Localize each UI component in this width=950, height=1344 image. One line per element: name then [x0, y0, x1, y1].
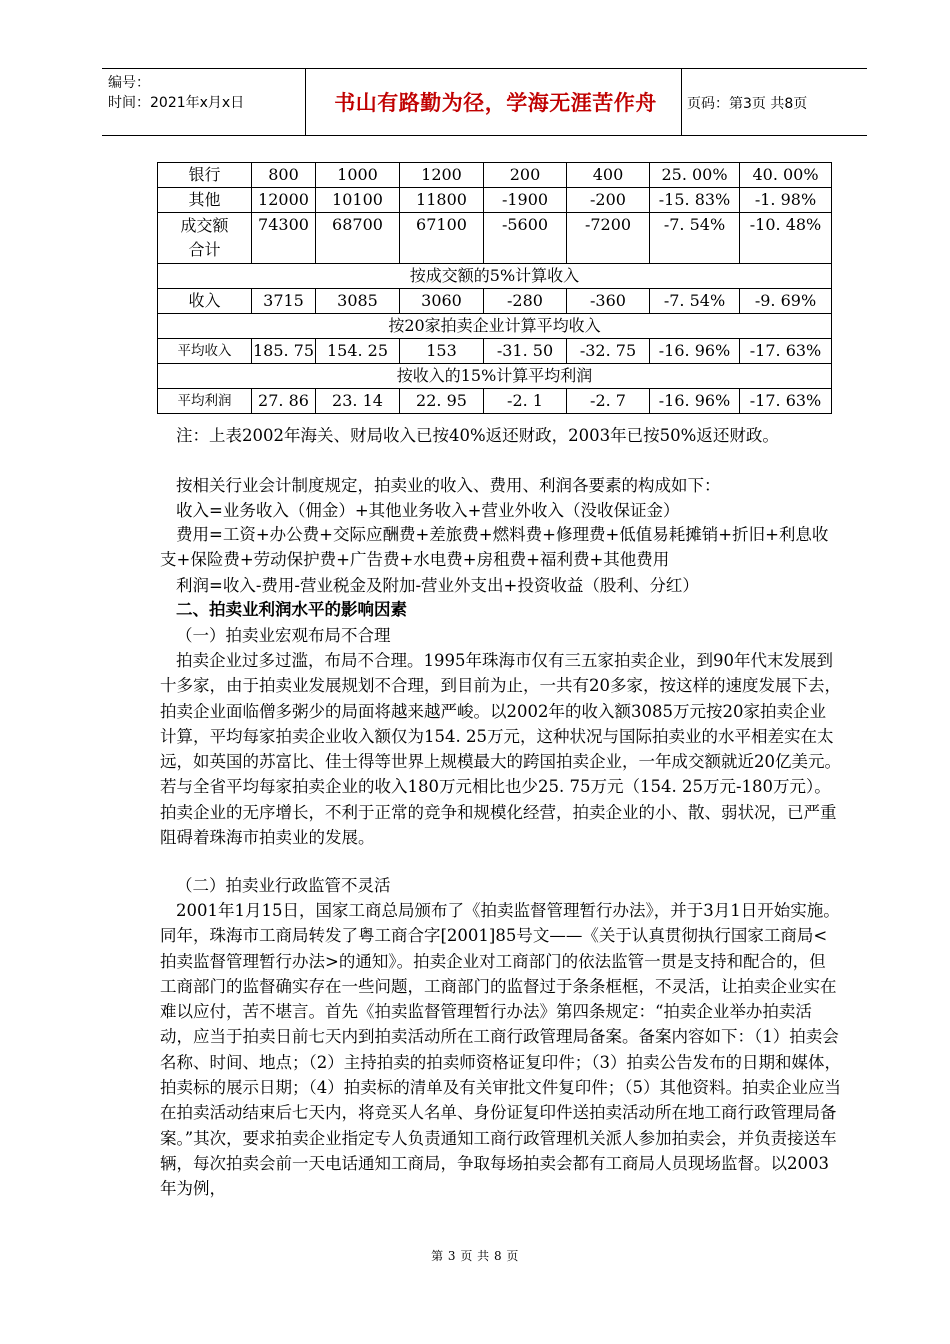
- number-label: 编号：: [108, 75, 150, 91]
- table-cell: 25. 00%: [650, 163, 740, 188]
- table-cell: 185. 75: [252, 339, 316, 364]
- paragraph: 2001年1月15日，国家工商总局颁布了《拍卖监督管理暂行办法》，并于3月1日开始实施。同年，珠海市工商局转发了粤工商合字[2001]85号文——《关于认真贯彻执行国家工商局<拍卖监督管理暂行办法>的通知》。拍卖企业对工商部门的依法监管一贯是支持和配合的，但工商部门的监督确实存在一些问题，工商部门的监督过于条条框框，不灵活，让拍卖企业实在难以应付，苦不堪言。首先《拍卖监督管理暂行办法》第四条规定：“拍卖企业举办拍卖活动，应当于拍卖日前七天内到拍卖活动所在工商行政管理局备案。备案内容如下：（1）拍卖会名称、时间、地点；（2）主持拍卖的拍卖师资格证复印件；（3）拍卖公告发布的日期和媒体，拍卖标的展示日期；（4）拍卖标的清单及有关审批文件复印件；（5）其他资料。拍卖企业应当在拍卖活动结束后七天内，将竞买人名单、身份证复印件送拍卖活动所在地工商行政管理局备案。”其次，要求拍卖企业指定专人负责通知工商行政管理机关派人参加拍卖会，并负责接送车辆，每次拍卖会前一天电话通知工商局，争取每场拍卖会都有工商局人员现场监督。以2003年为例，: [160, 901, 841, 1199]
- table-cell: 3060: [400, 289, 484, 314]
- row-label: 平均利润: [158, 389, 252, 414]
- row-label-line: 合计: [188, 240, 221, 259]
- table-cell: -16. 96%: [650, 389, 740, 414]
- page-footer: 第 3 页 共 8 页: [431, 1249, 519, 1263]
- table-cell: -31. 50: [484, 339, 567, 364]
- section-label: 按20家拍卖企业计算平均收入: [158, 314, 832, 339]
- table-section-row: [158, 264, 832, 289]
- profit-formula: 利润=收入-费用-营业税金及附加-营业外支出+投资收益（股利、分红）: [176, 576, 699, 595]
- table-cell: 400: [567, 163, 650, 188]
- header-page-label: 页码：第3页 共8页: [687, 96, 808, 112]
- table-cell: 40. 00%: [740, 163, 832, 188]
- table-cell: 67100: [400, 213, 484, 264]
- table-row: [158, 163, 832, 188]
- paragraph: 拍卖企业过多过滥，布局不合理。1995年珠海市仅有三五家拍卖企业，到90年代末发展到十多家，由于拍卖业发展规划不合理，到目前为止，一共有20多家，按这样的速度发展下去，拍卖企业面临僧多粥少的局面将越来越严峻。以2002年的收入额3085万元按20家拍卖企业计算，平均每家拍卖企业收入额仅为154. 25万元，这种状况与国际拍卖业的水平相差实在太远，如英国的苏富比、佳士得等世界上规模最大的跨国拍卖企业，一年成交额就近20亿美元。若与全省平均每家拍卖企业的收入180万元相比也少25. 75万元（154. 25万元-180万元）。拍卖企业的无序增长，不利于正常的竞争和规模化经营，拍卖企业的小、散、弱状况，已严重阻碍着珠海市拍卖业的发展。: [160, 651, 841, 848]
- row-label: 银行: [158, 163, 252, 188]
- header-meta: [108, 73, 244, 113]
- table-cell: -1. 98%: [740, 188, 832, 213]
- table-cell: -15. 83%: [650, 188, 740, 213]
- table-cell: -17. 63%: [740, 339, 832, 364]
- table-section-row: [158, 364, 832, 389]
- table-cell: 3085: [316, 289, 400, 314]
- table-cell: -16. 96%: [650, 339, 740, 364]
- row-label-line: 成交额: [180, 216, 229, 235]
- table-cell: -7. 54%: [650, 213, 740, 264]
- time-label: 时间：2021年x月x日: [108, 95, 245, 111]
- table-cell: -9. 69%: [740, 289, 832, 314]
- table-cell: -360: [567, 289, 650, 314]
- table-cell: -2. 7: [567, 389, 650, 414]
- table-cell: 1200: [400, 163, 484, 188]
- table-cell: -5600: [484, 213, 567, 264]
- table-row: [158, 213, 832, 264]
- table-cell: 68700: [316, 213, 400, 264]
- table-cell: -7. 54%: [650, 289, 740, 314]
- row-label: 平均收入: [158, 339, 252, 364]
- table-cell: -7200: [567, 213, 650, 264]
- table-cell: 27. 86: [252, 389, 316, 414]
- table-cell: -1900: [484, 188, 567, 213]
- table-row: [158, 389, 832, 414]
- table-cell: 11800: [400, 188, 484, 213]
- section-label: 按收入的15%计算平均利润: [158, 364, 832, 389]
- table-cell: 74300: [252, 213, 316, 264]
- table-cell: 1000: [316, 163, 400, 188]
- table-row: [158, 339, 832, 364]
- table-cell: 154. 25: [316, 339, 400, 364]
- table-row: [158, 289, 832, 314]
- section-label: 按成交额的5%计算收入: [158, 264, 832, 289]
- row-label: 其他: [158, 188, 252, 213]
- table-cell: 12000: [252, 188, 316, 213]
- expense-formula: 费用=工资+办公费+交际应酬费+差旅费+燃料费+修理费+低值易耗摊销+折旧+利息收支+保险费+劳动保护费+广告费+水电费+房租费+福利费+其他费用: [160, 525, 829, 570]
- composition-intro: 按相关行业会计制度规定，拍卖业的收入、费用、利润各要素的构成如下：: [176, 476, 721, 495]
- table-row: [158, 188, 832, 213]
- table-cell: 3715: [252, 289, 316, 314]
- header-divider: [305, 69, 306, 135]
- table-cell: 10100: [316, 188, 400, 213]
- table-section-row: [158, 314, 832, 339]
- header-motto: 书山有路勤为径，学海无涯苦作舟: [334, 91, 657, 115]
- table-cell: -10. 48%: [740, 213, 832, 264]
- table-cell: 153: [400, 339, 484, 364]
- table-cell: -32. 75: [567, 339, 650, 364]
- table-cell: 200: [484, 163, 567, 188]
- page-header: [102, 68, 867, 136]
- table-cell: 22. 95: [400, 389, 484, 414]
- row-label: 收入: [158, 289, 252, 314]
- table-cell: -2. 1: [484, 389, 567, 414]
- section-heading: 二、拍卖业利润水平的影响因素: [176, 600, 407, 619]
- table-note: 注：上表2002年海关、财局收入已按40%返还财政，2003年已按50%返还财政。: [176, 426, 779, 445]
- income-formula: 收入=业务收入（佣金）+其他业务收入+营业外收入（没收保证金）: [176, 501, 680, 520]
- subsection-heading: （二）拍卖业行政监管不灵活: [176, 876, 391, 895]
- revenue-table: [157, 162, 832, 414]
- row-label: [158, 213, 252, 264]
- header-divider: [681, 69, 682, 135]
- table-cell: 23. 14: [316, 389, 400, 414]
- table-cell: -280: [484, 289, 567, 314]
- table-cell: -200: [567, 188, 650, 213]
- table-cell: 800: [252, 163, 316, 188]
- subsection-heading: （一）拍卖业宏观布局不合理: [176, 626, 391, 645]
- table-cell: -17. 63%: [740, 389, 832, 414]
